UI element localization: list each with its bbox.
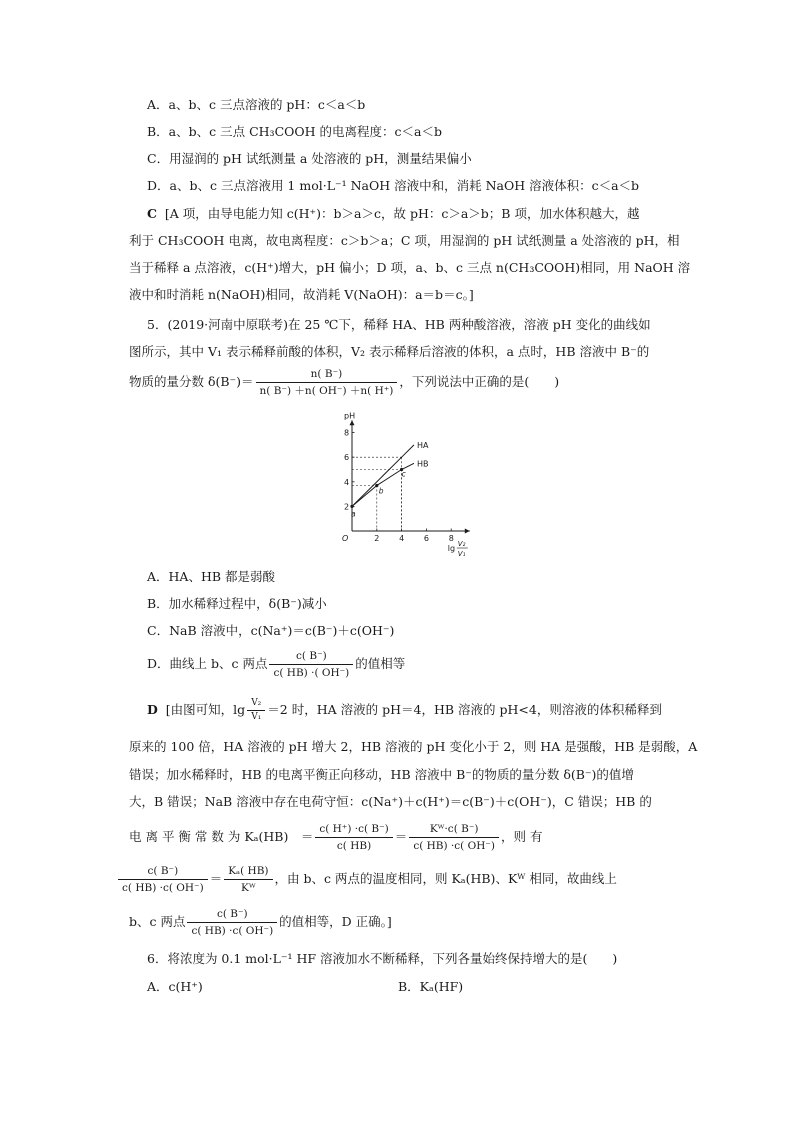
q5-answer-l1-prefix: [由图可知，lg bbox=[165, 702, 246, 717]
q5-answer-l6-f1-numerator: c( B⁻) bbox=[118, 864, 208, 880]
q5-answer-l6-f2-denominator: Kᵂ bbox=[241, 882, 256, 894]
x-tick-label: 8 bbox=[448, 534, 454, 543]
q5-answer-l7-suffix: 的值相等，D 正确。] bbox=[279, 914, 392, 929]
y-tick-label: 8 bbox=[344, 428, 350, 438]
q5-answer-l1-suffix: ＝2 时，HA 溶液的 pH＝4，HB 溶液的 pH<4，则溶液的体积稀释到 bbox=[267, 702, 662, 717]
point-label-b: b bbox=[378, 486, 384, 496]
q5-answer-line-2: 原来的 100 倍，HA 溶液的 pH 增大 2，HB 溶液的 pH 变化小于 2，则 HA 是强酸，HB 是弱酸，A bbox=[129, 739, 698, 754]
q4-option-b: B．a、b、c 三点 CH₃COOH 的电离程度：c＜a＜b bbox=[147, 124, 442, 139]
q5-option-a: A．HA、HB 都是弱酸 bbox=[147, 569, 276, 584]
q5-option-d bbox=[147, 648, 405, 680]
q6-stem: 6．将浓度为 0.1 mol·L⁻¹ HF 溶液加水不断稀释，下列各量始终保持增大的是( ) bbox=[147, 951, 618, 966]
q4-answer-line-1 bbox=[147, 205, 639, 223]
x-axis-label-den: V₁ bbox=[457, 550, 466, 558]
y-axis-arrow bbox=[350, 420, 355, 425]
q5-stem-line-3 bbox=[129, 366, 559, 398]
q5-option-d-numerator: c( B⁻) bbox=[269, 649, 353, 665]
q5-option-b: B．加水稀释过程中，δ(B⁻)减小 bbox=[147, 596, 327, 611]
point-label-c: c bbox=[401, 469, 406, 479]
q5-answer-l5-fraction-1 bbox=[315, 822, 392, 853]
q4-option-c: C．用湿润的 pH 试纸测量 a 处溶液的 pH，测量结果偏小 bbox=[147, 151, 472, 166]
q5-stem-suffix: ，下列说法中正确的是( ) bbox=[399, 374, 560, 389]
q4-option-a: A．a、b、c 三点溶液的 pH：c＜a＜b bbox=[147, 97, 366, 112]
q5-option-d-suffix: 的值相等 bbox=[355, 656, 406, 671]
q5-answer-line-3: 错误；加水稀释时，HB 的电离平衡正向移动，HB 溶液中 B⁻的物质的量分数 δ(B⁻)的值增 bbox=[129, 767, 634, 782]
q5-option-d-fraction bbox=[269, 649, 353, 680]
y-axis-label: pH bbox=[344, 411, 356, 421]
q5-answer-line-7 bbox=[129, 904, 392, 940]
q6-option-a: A．c(H⁺) bbox=[147, 979, 203, 994]
q5-stem-line-1: 5．(2019·河南中原联考)在 25 ℃下，稀释 HA、HB 两种酸溶液，溶液 pH 变化的曲线如 bbox=[147, 317, 651, 332]
q4-option-d: D．a、b、c 三点溶液用 1 mol·L⁻¹ NaOH 溶液中和，消耗 NaOH 溶液体积：c＜a＜b bbox=[147, 178, 640, 193]
origin-label: O bbox=[342, 534, 349, 543]
q5-answer-l7-denominator: c( HB) ·c( OH⁻) bbox=[191, 925, 274, 937]
q4-answer-text-1: [A 项，由导电能力知 c(H⁺)：b＞a＞c，故 pH：c＞a＞b；B 项，加水体积越大，越 bbox=[164, 206, 640, 221]
x-tick-label: 6 bbox=[423, 534, 429, 543]
q5-fraction-numerator: n( B⁻) bbox=[256, 367, 398, 383]
q5-answer-line-5: 电 离 平 衡 常 数 为 Kₐ(HB) ＝ $\frac{c( H^+) \cdot c( B^-)}{c( HB)}$ ＝ $\frac{\text{Kᵂ·c( B⁻)}}{c( HB) \cdot c( OH^-)}$ ，则 有 bbox=[129, 823, 543, 852]
q5-answer-l6-f2-numerator: Kₐ( HB) bbox=[224, 864, 272, 880]
ph-dilution-chart bbox=[330, 411, 490, 558]
q5-answer-line-4: 大，B 错误；NaB 溶液中存在电荷守恒：c(Na⁺)＋c(H⁺)＝c(B⁻)＋c(OH⁻)，C 错误；HB 的 bbox=[129, 794, 652, 809]
series-label-hb: HB bbox=[417, 459, 429, 469]
q5-answer-l7-prefix: b、c 两点 bbox=[129, 914, 186, 929]
x-tick-label: 4 bbox=[399, 534, 405, 543]
q5-answer-l5-fraction-2 bbox=[409, 822, 499, 853]
q5-stem-line-2: 图所示，其中 V₁ 表示稀释前酸的体积，V₂ 表示稀释后溶液的体积，a 点时，HB 溶液中 B⁻的 bbox=[129, 344, 650, 359]
y-tick-label: 6 bbox=[344, 453, 350, 463]
q5-answer-line-1 bbox=[147, 694, 662, 726]
x-tick-label: 2 bbox=[374, 534, 380, 543]
q6-option-b: B．Kₐ(HF) bbox=[398, 979, 464, 994]
q4-answer-line-4: 液中和时消耗 n(NaOH)相同，故消耗 V(NaOH)：a＝b＝c。] bbox=[129, 287, 474, 302]
q5-answer-l6-fraction-2 bbox=[224, 864, 272, 895]
q5-answer-l5-f1-denominator: c( HB) bbox=[336, 840, 372, 852]
q5-answer-l7-fraction bbox=[187, 907, 277, 938]
q5-option-c: C．NaB 溶液中，c(Na⁺)＝c(B⁻)＋c(OH⁻) bbox=[147, 623, 395, 638]
q5-answer-l5-suffix: ，则 有 bbox=[501, 829, 543, 844]
q5-fraction-denominator: n( B⁻) ＋n( OH⁻) ＋n( H⁺) bbox=[259, 385, 394, 397]
q5-answer-l7-numerator: c( B⁻) bbox=[187, 907, 277, 923]
q5-fraction bbox=[256, 367, 398, 398]
q5-stem-prefix: 物质的量分数 δ(B⁻)＝ bbox=[129, 374, 254, 389]
q5-option-d-prefix: D．曲线上 b、c 两点 bbox=[147, 656, 268, 671]
q5-answer-l5-f2-denominator: c( HB) ·c( OH⁻) bbox=[413, 840, 495, 852]
point-label-a: a bbox=[351, 509, 356, 519]
x-axis-arrow bbox=[465, 529, 470, 534]
q5-option-d-denominator: c( HB) ·( OH⁻) bbox=[273, 667, 350, 679]
q5-answer-l1-fraction bbox=[247, 698, 265, 723]
q5-answer-l6-fraction-1 bbox=[118, 864, 208, 895]
q4-answer-line-3: 当于稀释 a 点溶液，c(H⁺)增大，pH 偏小；D 项，a、b、c 三点 n(CH₃COOH)相同，用 NaOH 溶 bbox=[129, 260, 691, 275]
q5-answer-l5-f1-numerator: c( H⁺) ·c( B⁻) bbox=[315, 822, 392, 838]
q5-answer-l1-numerator: V₂ bbox=[247, 698, 265, 711]
x-axis-label-num: V₂ bbox=[457, 540, 466, 548]
x-axis-label-lg: lg bbox=[447, 544, 456, 553]
q5-answer-l1-denominator: V₁ bbox=[251, 712, 262, 722]
y-tick-label: 4 bbox=[344, 477, 350, 487]
q4-answer-line-2: 利于 CH₃COOH 电离，故电离程度：c＞b＞a；C 项，用湿润的 pH 试纸测量 a 处溶液的 pH，相 bbox=[129, 233, 680, 248]
point-a bbox=[350, 505, 353, 508]
q5-answer-l6-f1-denominator: c( HB) ·c( OH⁻) bbox=[122, 882, 204, 894]
q5-answer-l5-f2-numerator: Kᵂ·c( B⁻) bbox=[409, 822, 499, 838]
q4-answer-letter: C bbox=[147, 206, 157, 221]
q5-answer-l6-suffix: ，由 b、c 两点的温度相同，则 Kₐ(HB)、Kᵂ 相同，故曲线上 bbox=[274, 871, 617, 886]
q5-answer-letter: D bbox=[147, 702, 158, 717]
q5-answer-l5-prefix: 电 离 平 衡 常 数 为 Kₐ(HB) ＝ bbox=[129, 829, 314, 844]
q5-answer-line-6: $\frac{c( B^-)}{c( HB) \cdot c( OH^-)}$ ＝ $\frac{\text{Kₐ( HB)}}{\text{Kᵂ}}$ ，由 b、c 两点的温度相同，则 Kₐ(HB)、Kᵂ 相同，故曲线上 bbox=[116, 861, 617, 897]
y-tick-label: 2 bbox=[344, 502, 350, 512]
series-label-ha: HA bbox=[417, 440, 429, 450]
